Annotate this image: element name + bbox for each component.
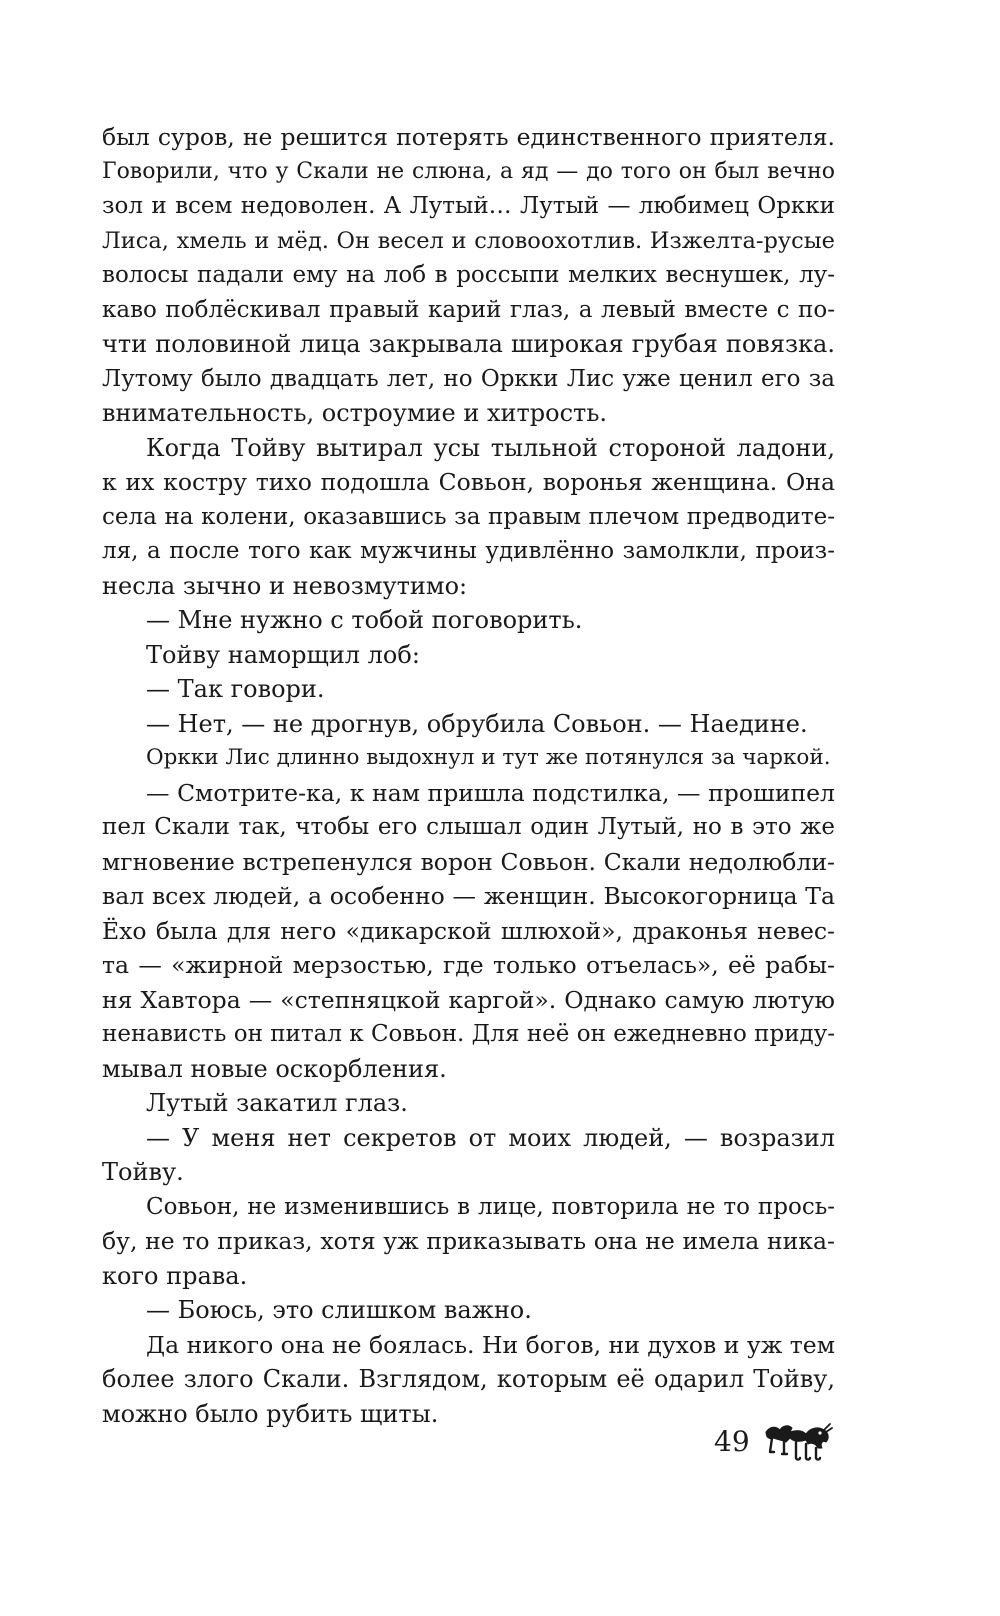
text-line: ненависть он питал к Совьон. Для неё он ежедневно приду- bbox=[102, 1021, 835, 1047]
text-line: Совьон, не изменившись в лице, повторила не то прось- bbox=[146, 1193, 835, 1220]
text-line: Да никого она не боялась. Ни богов, ни духов и уж тем bbox=[146, 1330, 835, 1359]
text-line: села на колени, оказавшись за правым плечом предводите- bbox=[102, 503, 835, 530]
text-line: пел Скали так, чтобы его слышал один Лутый, но в это же bbox=[102, 814, 835, 840]
text-line: — Боюсь, это слишком важно. bbox=[146, 1296, 532, 1324]
page-number: 49 bbox=[714, 1425, 750, 1458]
text-line: бу, не то приказ, хотя уж приказывать она не имела ника- bbox=[102, 1227, 835, 1255]
text-line: можно было рубить щиты. bbox=[102, 1399, 439, 1428]
text-line: — У меня нет секретов от моих людей, — возразил bbox=[146, 1123, 835, 1152]
text-line: Лутому было двадцать лет, но Оркки Лис уже ценил его за bbox=[102, 365, 835, 392]
text-line: Когда Тойву вытирал усы тыльной стороной ладони, bbox=[146, 433, 835, 462]
text-line: ня Хавтора — «степняцкой каргой». Однако самую лютую bbox=[102, 985, 835, 1014]
text-line: чти половиной лица закрывала широкая грубая повязка. bbox=[102, 330, 835, 358]
text-line: та — «жирной мерзостью, где только отъелась», её рабы- bbox=[102, 951, 835, 979]
text-line: ля, а после того как мужчины удивлённо замолкли, произ- bbox=[102, 538, 835, 564]
text-line: более злого Скали. Взглядом, которым её одарил Тойву, bbox=[102, 1365, 835, 1393]
text-line: внимательность, остроумие и хитрость. bbox=[102, 399, 608, 427]
text-line: Говорили, что у Скали не слюна, а яд — до того он был вечно bbox=[102, 158, 835, 184]
text-line: — Нет, — не дрогнув, обрубила Совьон. — Наедине. bbox=[146, 709, 808, 738]
text-line: кого права. bbox=[102, 1261, 248, 1290]
text-line: мгновение встрепенулся ворон Совьон. Скали недолюбли- bbox=[102, 847, 835, 876]
text-line: Ёхо была для него «дикарской шлюхой», драконья невес- bbox=[102, 916, 835, 945]
text-line: Оркки Лис длинно выдохнул и тут же потянулся за чаркой. bbox=[146, 745, 831, 770]
text-line: — Так говори. bbox=[146, 675, 325, 703]
dragon-ornament-icon bbox=[762, 1418, 834, 1464]
text-line: — Смотрите-ка, к нам пришла подстилка, — прошипел bbox=[146, 778, 835, 807]
text-line: — Мне нужно с тобой поговорить. bbox=[146, 606, 583, 634]
text-line: Лиса, хмель и мёд. Он весел и словоохотлив. Изжелта-русые bbox=[102, 227, 835, 254]
text-line: Тойву. bbox=[102, 1158, 184, 1186]
text-line: Тойву наморщил лоб: bbox=[146, 640, 420, 669]
text-line: был суров, не решится потерять единственного приятеля. bbox=[102, 123, 835, 151]
text-line: Лутый закатил глаз. bbox=[146, 1089, 408, 1117]
body-text bbox=[102, 120, 835, 1431]
text-line: зол и всем недоволен. А Лутый… Лутый — любимец Оркки bbox=[102, 193, 835, 219]
text-line: волосы падали ему на лоб в россыпи мелких веснушек, лу- bbox=[102, 262, 835, 288]
text-line: несла зычно и невозмутимо: bbox=[102, 571, 468, 600]
text-line: мывал новые оскорбления. bbox=[102, 1054, 447, 1083]
text-line: к их костру тихо подошла Совьон, воронья женщина. Она bbox=[102, 468, 835, 496]
text-line: вал всех людей, а особенно — женщин. Высокогорница Та bbox=[102, 882, 835, 910]
page-footer bbox=[700, 1418, 840, 1468]
text-line: каво поблёскивал правый карий глаз, а левый вместе с по- bbox=[102, 296, 835, 323]
